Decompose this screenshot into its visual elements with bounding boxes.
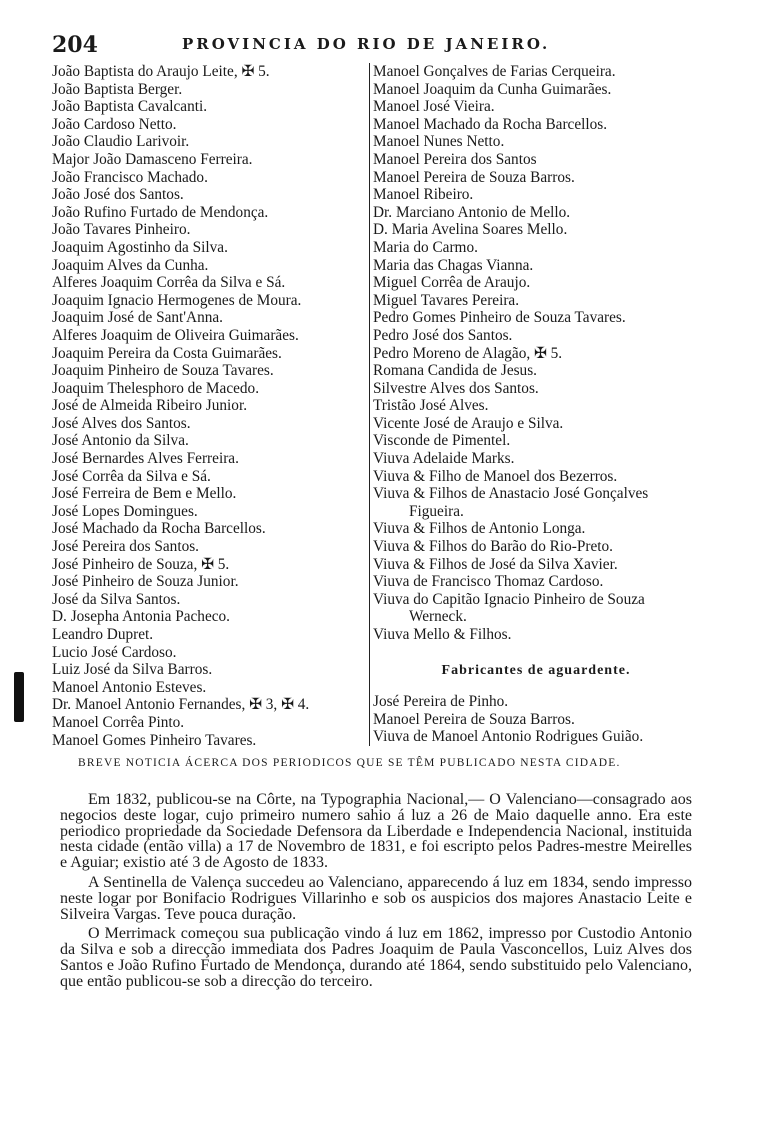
list-item: Viuva & Filhos de Anastacio José Gonçalves Figueira. [373, 485, 649, 520]
paragraph [60, 792, 692, 871]
list-item: Manoel Corrêa Pinto. [52, 713, 185, 731]
list-item: José Lopes Domingues. [52, 502, 198, 520]
list-item: Manoel Antonio Esteves. [52, 678, 207, 696]
list-item: José de Almeida Ribeiro Junior. [52, 397, 248, 415]
right-name-list [373, 63, 699, 644]
list-item: Miguel Tavares Pereira. [373, 291, 520, 309]
list-item: José Pereira de Pinho. [373, 693, 509, 711]
fabricantes-list [373, 693, 699, 746]
list-item: José Bernardes Alves Ferreira. [52, 450, 239, 468]
list-item: José Alves dos Santos. [52, 414, 191, 432]
list-item: Luiz José da Silva Barros. [52, 661, 213, 679]
list-item: Joaquim Pereira da Costa Guimarães. [52, 344, 282, 362]
right-name-column [369, 63, 699, 746]
list-item: João Rufino Furtado de Mendonça. [52, 203, 269, 221]
left-name-column [52, 63, 366, 749]
list-item: Manoel Machado da Rocha Barcellos. [373, 115, 608, 133]
paragraph [60, 926, 692, 989]
page-header [52, 32, 692, 58]
list-item: Dr. Marciano Antonio de Mello. [373, 203, 571, 221]
paragraph-text: Em 1832, publicou-se na Côrte, na Typographia Nacional,— O Valenciano—consagrado aos negocios deste logar, cujo primeiro numero sahio á luz a 26 de Maio daquelle anno. Era este periodico propriedade da Sociedade Defensora da Liberdade e Independencia Nacional, instituida nesta cidade (então villa) a 17 de Novembro de 1831, e foi escripto pelos Padres-mestre Meirelles e Aguiar; existio até 3 de Agosto de 1833. [60, 791, 692, 872]
list-item: Maria do Carmo. [373, 238, 478, 256]
page-margin-mark [14, 672, 24, 722]
section-title: BREVE NOTICIA ÁCERCA DOS PERIODICOS QUE SE TÊM PUBLICADO NESTA CIDADE. [78, 757, 621, 769]
running-title: PROVINCIA DO RIO DE JANEIRO. [182, 35, 551, 53]
list-item: Joaquim José de Sant'Anna. [52, 309, 223, 327]
list-item: D. Maria Avelina Soares Mello. [373, 221, 568, 239]
list-item: Miguel Corrêa de Araujo. [373, 274, 531, 292]
list-item: José Ferreira de Bem e Mello. [52, 485, 237, 503]
list-item: Manoel Pereira dos Santos [373, 150, 537, 168]
list-item: Tristão José Alves. [373, 397, 489, 415]
list-item: João Baptista Cavalcanti. [52, 98, 208, 116]
list-item: Manoel Pereira de Souza Barros. [373, 710, 575, 728]
list-item: João Baptista Berger. [52, 80, 183, 98]
list-item: Pedro José dos Santos. [373, 326, 513, 344]
list-item: Visconde de Pimentel. [373, 432, 511, 450]
list-item: Manoel Ribeiro. [373, 186, 474, 204]
list-item: Romana Candida de Jesus. [373, 362, 537, 380]
list-item: Manoel José Vieira. [373, 98, 495, 116]
paragraph-text: O Merrimack começou sua publicação vindo á luz em 1862, impresso por Custodio Antonio da Silva e sob a direcção immediata dos Padres Joaquim de Paula Vasconcellos, Luiz Alves dos Santos e João Rufino Furtado de Mendonça, durando até 1864, sendo substituido pelo Valenciano, que então publicou-se sob a direcção do terceiro. [60, 925, 692, 990]
list-item: Joaquim Alves da Cunha. [52, 256, 209, 274]
list-item: Viuva de Francisco Thomaz Cardoso. [373, 573, 604, 591]
paragraph [60, 875, 692, 922]
list-item: Manoel Pereira de Souza Barros. [373, 168, 575, 186]
list-item: Lucio José Cardoso. [52, 643, 177, 661]
list-item: Joaquim Pinheiro de Souza Tavares. [52, 362, 274, 380]
list-item: Pedro Gomes Pinheiro de Souza Tavares. [373, 309, 626, 327]
list-item: João Claudio Larivoir. [52, 133, 190, 151]
list-item: José Pinheiro de Souza Junior. [52, 573, 239, 591]
section-body [60, 792, 692, 990]
list-item: Viuva de Manoel Antonio Rodrigues Guião. [373, 728, 644, 746]
list-item: José Pinheiro de Souza, ✠ 5. [52, 555, 230, 573]
list-item: Major João Damasceno Ferreira. [52, 150, 253, 168]
list-item: Silvestre Alves dos Santos. [373, 379, 539, 397]
list-item: João Baptista do Araujo Leite, ✠ 5. [52, 63, 270, 80]
list-item: José Machado da Rocha Barcellos. [52, 520, 266, 538]
list-item: Viuva do Capitão Ignacio Pinheiro de Souza Werneck. [373, 590, 645, 626]
list-item: Leandro Dupret. [52, 626, 154, 643]
list-item: Manoel Gomes Pinheiro Tavares. [52, 731, 257, 749]
page-number: 204 [52, 32, 98, 58]
list-item: João José dos Santos. [52, 186, 184, 204]
list-item: Pedro Moreno de Alagão, ✠ 5. [373, 344, 563, 362]
list-item: João Francisco Machado. [52, 168, 208, 186]
list-item: Alferes Joaquim de Oliveira Guimarães. [52, 326, 299, 344]
list-item: Manoel Joaquim da Cunha Guimarães. [373, 80, 612, 98]
paragraph-text: A Sentinella de Valença succedeu ao Valenciano, apparecendo á luz em 1834, sendo impresso neste logar por Bonifacio Rodrigues Villarinho e sob os auspicios dos majores Anastacio Leite e Silveira Vargas. Teve pouca duração. [60, 873, 692, 923]
list-item: Alferes Joaquim Corrêa da Silva e Sá. [52, 274, 286, 292]
list-item: Viuva & Filhos de José da Silva Xavier. [373, 555, 618, 573]
list-item: Dr. Manoel Antonio Fernandes, ✠ 3, ✠ 4. [52, 696, 310, 714]
list-item: Viuva & Filhos de Antonio Longa. [373, 520, 586, 538]
list-item: Vicente José de Araujo e Silva. [373, 414, 564, 432]
fabricantes-heading: Fabricantes de aguardente. [441, 662, 631, 678]
list-item: Viuva Mello & Filhos. [373, 626, 512, 643]
list-item: Viuva Adelaide Marks. [373, 450, 515, 468]
list-item: Joaquim Thelesphoro de Macedo. [52, 379, 260, 397]
list-item: Manoel Gonçalves de Farias Cerqueira. [373, 63, 616, 80]
list-item: José Corrêa da Silva e Sá. [52, 467, 211, 485]
list-item: José da Silva Santos. [52, 590, 181, 608]
list-item: Viuva & Filhos do Barão do Rio-Preto. [373, 538, 613, 556]
list-item: Maria das Chagas Vianna. [373, 256, 534, 274]
list-item: José Pereira dos Santos. [52, 538, 200, 556]
list-item: Joaquim Agostinho da Silva. [52, 238, 228, 256]
list-item: João Cardoso Netto. [52, 115, 177, 133]
list-item: Viuva & Filho de Manoel dos Bezerros. [373, 467, 618, 485]
list-item: João Tavares Pinheiro. [52, 221, 191, 239]
list-item: D. Josepha Antonia Pacheco. [52, 608, 230, 626]
list-item: Joaquim Ignacio Hermogenes de Moura. [52, 291, 302, 309]
list-item: José Antonio da Silva. [52, 432, 189, 450]
list-item: Manoel Nunes Netto. [373, 133, 505, 151]
